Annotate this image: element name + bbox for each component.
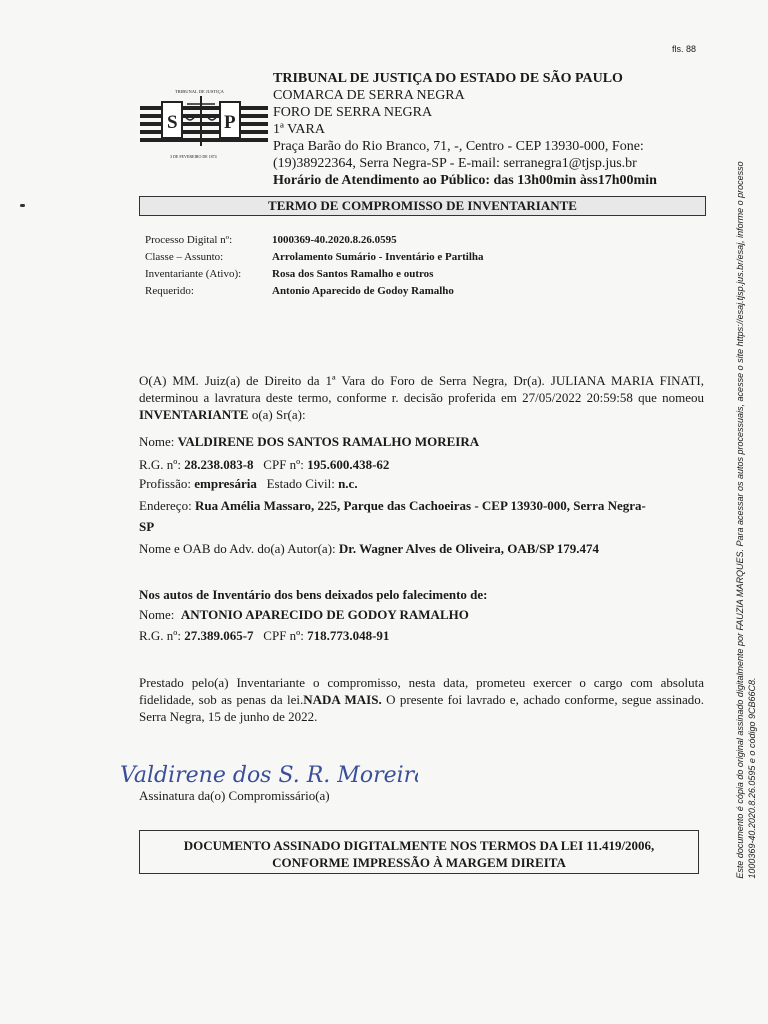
case-info-value: Rosa dos Santos Ramalho e outros bbox=[272, 268, 434, 280]
notice-line-2: CONFORME IMPRESSÃO À MARGEM DIREITA bbox=[272, 855, 566, 870]
deceased-ids-line: R.G. nº: 27.389.065-7 CPF nº: 718.773.048-91 bbox=[139, 628, 390, 643]
case-info-row bbox=[145, 249, 484, 266]
closing-paragraph: Prestado pelo(a) Inventariante o compromisso, nesta data, prometeu exercer o cargo com absoluta fidelidade, sob as penas da lei.NADA MAIS. O presente foi lavrado e, achado conforme, segue assinado. Serra Negra, 15 de junho de 2022. bbox=[139, 675, 704, 724]
header-comarca: COMARCA DE SERRA NEGRA bbox=[273, 88, 465, 103]
case-info-label: Requerido: bbox=[145, 285, 194, 297]
scan-speck bbox=[20, 204, 25, 207]
deceased-heading: Nos autos de Inventário dos bens deixados pelo falecimento de: bbox=[139, 587, 488, 602]
logo-top-text: TRIBUNAL DE JUSTIÇA bbox=[175, 89, 224, 94]
case-info-label: Classe – Assunto: bbox=[145, 251, 224, 263]
nominee-address-line: Endereço: Rua Amélia Massaro, 225, Parque das Cachoeiras - CEP 13930-000, Serra Negra- bbox=[139, 498, 646, 513]
notice-line-1: DOCUMENTO ASSINADO DIGITALMENTE NOS TERMOS DA LEI 11.419/2006, bbox=[183, 838, 655, 853]
page-reference: fls. 88 bbox=[671, 44, 696, 54]
header-contact: (19)38922364, Serra Negra-SP - E-mail: serranegra1@tjsp.jus.br bbox=[273, 156, 637, 171]
margin-authentication-note bbox=[734, 161, 758, 878]
logo-bottom-text: 3 DE FEVEREIRO DE 1874 bbox=[170, 154, 217, 159]
nominee-name-line: Nome: VALDIRENE DOS SANTOS RAMALHO MOREIRA bbox=[139, 434, 480, 449]
header-hours: Horário de Atendimento ao Público: das 13h00min àss17h00min bbox=[273, 173, 657, 188]
case-info-label: Processo Digital nº: bbox=[145, 234, 233, 246]
margin-note-line-1: Este documento é cópia do original assinado digitalmente por FAUZIA MARQUES. Para acessar os autos processuais, acesse o site https://esaj.tjsp.jus.br/esaj, informe o processo bbox=[735, 161, 745, 879]
case-info-value: Arrolamento Sumário - Inventário e Partilha bbox=[272, 251, 484, 263]
intro-paragraph: O(A) MM. Juiz(a) de Direito da 1ª Vara do Foro de Serra Negra, Dr(a). JULIANA MARIA FINATI, determinou a lavratura deste termo, conforme r. decisão proferida em 27/05/2022 20:59:58 que nomeou INVENTARIANTE o(a) Sr(a): bbox=[139, 373, 704, 422]
case-info-row bbox=[145, 232, 484, 249]
margin-note-line-2: 1000369-40.2020.8.26.0595 e o código 9CB66C8. bbox=[747, 677, 757, 879]
case-info-row bbox=[145, 283, 484, 300]
case-info-label: Inventariante (Ativo): bbox=[145, 268, 242, 280]
case-info-row bbox=[145, 266, 484, 283]
svg-text:Valdirene dos S. R. Moreira: Valdirene dos S. R. Moreira bbox=[120, 763, 418, 788]
case-info-value: 1000369-40.2020.8.26.0595 bbox=[272, 234, 397, 246]
court-logo bbox=[140, 86, 268, 166]
header-foro: FORO DE SERRA NEGRA bbox=[273, 105, 433, 120]
header-court-name: TRIBUNAL DE JUSTIÇA DO ESTADO DE SÃO PAULO bbox=[273, 71, 623, 86]
svg-text:S: S bbox=[167, 112, 178, 133]
svg-text:P: P bbox=[224, 112, 236, 133]
lawyer-line: Nome e OAB do Adv. do(a) Autor(a): Dr. Wagner Alves de Oliveira, OAB/SP 179.474 bbox=[139, 541, 600, 556]
header-address: Praça Barão do Rio Branco, 71, -, Centro - CEP 13930-000, Fone: bbox=[273, 139, 644, 154]
document-title: TERMO DE COMPROMISSO DE INVENTARIANTE bbox=[139, 196, 706, 216]
court-header bbox=[273, 70, 693, 189]
header-vara: 1ª VARA bbox=[273, 122, 325, 137]
nominee-address-cont: SP bbox=[139, 519, 155, 534]
deceased-name-line: Nome: ANTONIO APARECIDO DE GODOY RAMALHO bbox=[139, 607, 469, 622]
case-info-value: Antonio Aparecido de Godoy Ramalho bbox=[272, 285, 454, 297]
nominee-ids-line: R.G. nº: 28.238.083-8 CPF nº: 195.600.438-62 bbox=[139, 457, 390, 472]
digital-signature-notice bbox=[139, 830, 699, 874]
case-info bbox=[145, 232, 484, 300]
nominee-profession-line: Profissão: empresária Estado Civil: n.c. bbox=[139, 476, 358, 491]
signature-label: Assinatura da(o) Compromissário(a) bbox=[139, 788, 330, 803]
